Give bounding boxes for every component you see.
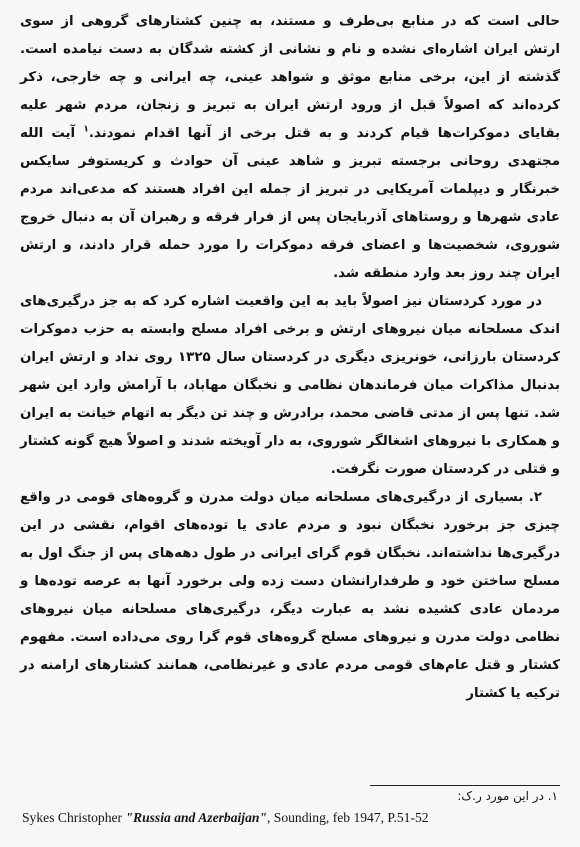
- citation-author: Sykes Christopher: [22, 810, 126, 825]
- paragraph-1: [20, 8, 560, 288]
- footnote-label: ۱. در این مورد ر.ک:: [457, 789, 558, 803]
- footnote-divider: [370, 785, 560, 786]
- paragraph-3-text: ۲. بسیاری از درگیری‌های مسلحانه میان دولت مدرن و گروه‌های قومی در واقع چیزی جز برخورد نخبگان نبود و مردم عادی یا توده‌های اقوام، نقشی در این درگیری‌ها نداشته‌اند. نخبگان قوم گرای ایرانی در طول دهه‌های پس از جنگ اول به مسلح ساختن خود و طرفدارانشان دست زده ولی برخورد آنها به عرصه توده‌ها و مردمان عادی کشیده نشد به عبارت دیگر، درگیری‌های مسلحانه میان نیروهای نظامی دولت مدرن و نیروهای مسلح گروه‌های قوم گرا روی می‌داده است. مفهوم کشتار و قتل عام‌های قومی مردم عادی و غیرنظامی، همانند کشتارهای ارامنه در ترکیه یا کشتار: [20, 490, 560, 701]
- footnote-marker[interactable]: ۱: [83, 124, 89, 135]
- paragraph-2-text: در مورد کردستان نیز اصولاً باید به این واقعیت اشاره کرد که به جز درگیری‌های اندک مسلحانه میان نیروهای ارتش و برخی افراد مسلح وابسته به حزب دموکرات کردستان بارزانی، خونریزی دیگری در کردستان سال ۱۳۲۵ روی نداد و ارتش ایران بدنبال مذاکرات میان فرماندهان نظامی و نخبگان مهاباد، با آرامش وارد این شهر شد. تنها پس از مدتی قاضی محمد، برادرش و چند تن دیگر به اتهام خیانت به ایران و همکاری با نیروهای اشغالگر شوروی، به دار آویخته شدند و اصولاً هیچ گونه کشتار و قتلی در کردستان صورت نگرفت.: [20, 294, 560, 477]
- body-text: [20, 8, 560, 708]
- paragraph-2: [20, 288, 560, 484]
- paragraph-1-text-continued: آیت الله مجتهدی روحانی برجسته تبریز و شاهد عینی آن حوادث و کریستوفر سایکس خبرنگار و دیپلمات آمریکایی در تبریز از جمله این افراد هستند که مدعی‌اند مردم عادی شهرها و روستاهای آذربایجان پس از فرار فرقه و رهبران آن به دنبال خروج شوروی، شخصیت‌ها و اعضای فرقه دموکرات را مورد حمله قرار دادند، و ارتش ایران چند روز بعد وارد منطقه شد.: [20, 126, 560, 281]
- citation-title: "Russia and Azerbaijan": [125, 810, 267, 825]
- citation-source: , Sounding, feb 1947, P.51-52: [266, 810, 429, 825]
- footnote-citation: [22, 810, 562, 826]
- paragraph-1-text: حالی است که در منابع بی‌طرف و مستند، به چنین کشتارهای گروهی از سوی ارتش ایران اشاره‌ای نشده و نام و نشانی از کشته شدگان به دست نیامده است. گذشته از این، برخی منابع موثق و شواهد عینی، چه ایرانی و چه خارجی، ذکر کرده‌اند که اصولاً قبل از ورود ارتش ایران به تبریز و زنجان، مردم شهر علیه بقایای دموکرات‌ها قیام کردند و به قتل برخی از آنها اقدام نمودند.: [20, 14, 560, 141]
- paragraph-3: [20, 484, 560, 708]
